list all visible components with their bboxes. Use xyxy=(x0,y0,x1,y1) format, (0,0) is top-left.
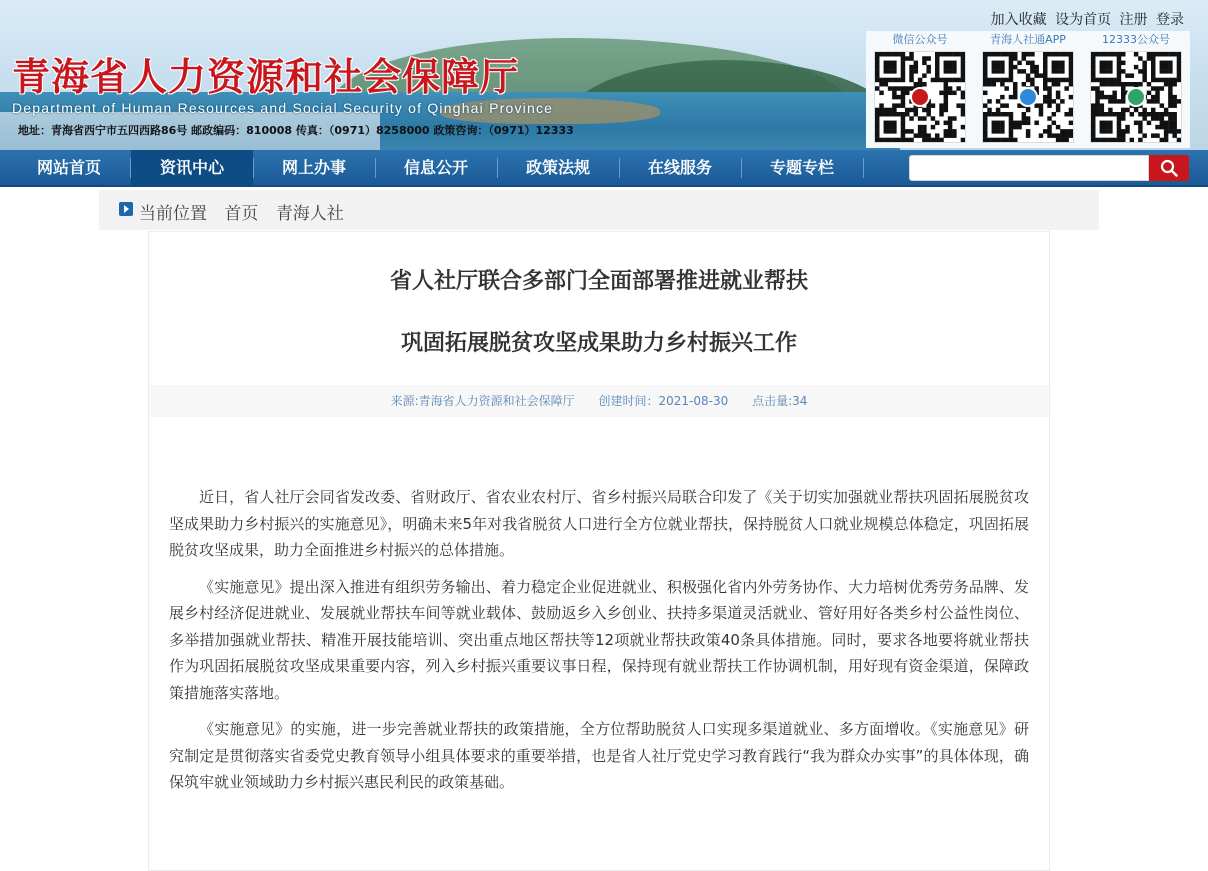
breadcrumb-section-link[interactable]: 青海人社 xyxy=(275,204,344,224)
article-paragraph: 《实施意见》的实施，进一步完善就业帮扶的政策措施，全方位帮助脱贫人口实现多渠道就业、多方面增收。《实施意见》研究制定是贯彻落实省委党史教育领导小组具体要求的重要举措，也是省人社厅党史学习教育践行“我为群众办实事”的具体体现，确保筑牢就业领域助力乡村振兴惠民利民的政策基础。 xyxy=(169,720,1029,791)
add-favorite-link[interactable]: 加入收藏 xyxy=(990,12,1047,28)
nav-item-news[interactable]: 资讯中心 xyxy=(131,150,253,185)
article-title-line2: 巩固拓展脱贫攻坚成果助力乡村振兴工作 xyxy=(400,331,797,356)
nav-item-special-topics[interactable]: 专题专栏 xyxy=(769,158,834,177)
login-link[interactable]: 登录 xyxy=(1156,12,1184,28)
site-subtitle: Department of Human Resources and Social Security of Qinghai Province xyxy=(12,100,554,116)
register-link[interactable]: 注册 xyxy=(1119,12,1148,28)
nav-item-info-disclosure[interactable]: 信息公开 xyxy=(403,158,468,177)
article-source: 来源:青海省人力资源和社会保障厅 xyxy=(390,394,575,408)
article-body xyxy=(169,484,1029,806)
qr-label: 12333公众号 xyxy=(1102,33,1170,46)
qr-code-app-icon xyxy=(982,51,1074,143)
nav-item-online-help[interactable]: 在线服务 xyxy=(647,158,712,177)
breadcrumb-text xyxy=(139,199,356,224)
site-title[interactable]: 青海省人力资源和社会保障厅 xyxy=(12,54,520,99)
article-container xyxy=(148,231,1050,871)
breadcrumb xyxy=(99,190,1099,230)
breadcrumb-home-link[interactable]: 首页 xyxy=(224,204,259,224)
qr-code-panel xyxy=(866,31,1190,148)
site-contact-info: 地址：青海省西宁市五四西路86号 邮政编码：810008 传真：（0971）8258000 政策咨询：（0971）12333 xyxy=(18,124,574,137)
search-input[interactable] xyxy=(909,155,1149,181)
qr-label: 微信公众号 xyxy=(892,33,948,46)
article-paragraph: 《实施意见》提出深入推进有组织劳务输出、着力稳定企业促进就业、积极强化省内外劳务协作、大力培树优秀劳务品牌、发展乡村经济促进就业、发展就业帮扶车间等就业载体、鼓励返乡入乡创业、扶持多渠道灵活就业、管好用好各类乡村公益性岗位、多举措加强就业帮扶、精准开展技能培训、突出重点地区帮扶等12项就业帮扶政策40条具体措施。同时，要求各地要将就业帮扶作为巩固拓展脱贫攻坚成果重要内容，列入乡村振兴重要议事日程，保持现有就业帮扶工作协调机制，用好现有资金渠道，保障政策措施落实落地。 xyxy=(169,577,1029,702)
qr-code-wechat-icon xyxy=(874,51,966,143)
qr-code-12333-icon xyxy=(1090,51,1182,143)
search-icon xyxy=(1160,159,1178,177)
qr-box-12333 xyxy=(1082,31,1190,148)
location-arrow-icon xyxy=(119,202,133,216)
site-header xyxy=(0,0,1208,150)
article-title-line1: 省人社厅联合多部门全面部署推进就业帮扶 xyxy=(389,269,808,294)
article-paragraph: 近日，省人社厅会同省发改委、省财政厅、省农业农村厅、省乡村振兴局联合印发了《关于切实加强就业帮扶巩固拓展脱贫攻坚成果助力乡村振兴的实施意见》，明确未来5年对我省脱贫人口进行全方位就业帮扶，保持脱贫人口就业规模总体稳定，巩固拓展脱贫攻坚成果，助力全面推进乡村振兴的总体措施。 xyxy=(169,488,1029,559)
nav-item-online-services[interactable]: 网上办事 xyxy=(281,158,346,177)
article-clicks: 点击量:34 xyxy=(752,394,808,408)
search-button[interactable] xyxy=(1149,155,1189,181)
nav-item-home[interactable]: 网站首页 xyxy=(36,158,101,177)
qr-box-wechat xyxy=(866,31,974,148)
nav-item-policies[interactable]: 政策法规 xyxy=(525,158,590,177)
set-homepage-link[interactable]: 设为首页 xyxy=(1055,12,1112,28)
article-date: 创建时间：2021-08-30 xyxy=(598,394,729,408)
qr-label: 青海人社通APP xyxy=(990,33,1066,46)
breadcrumb-prefix: 当前位置 xyxy=(139,204,207,224)
top-links xyxy=(987,9,1184,29)
nav-divider xyxy=(863,158,864,178)
article-meta xyxy=(149,385,1049,417)
qr-box-app xyxy=(974,31,1082,148)
